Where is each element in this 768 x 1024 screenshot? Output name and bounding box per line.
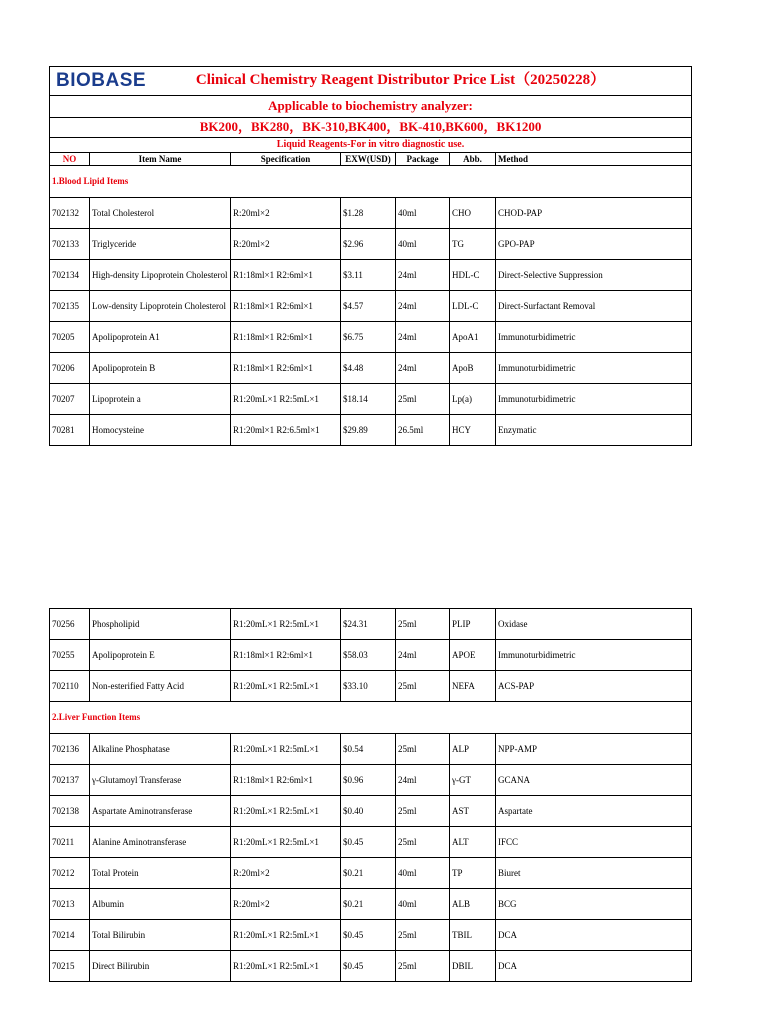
col-header-specification: Specification xyxy=(231,153,341,166)
row-abb: HCY xyxy=(450,415,496,446)
page-title: Clinical Chemistry Reagent Distributor Price List（20250228） xyxy=(195,72,606,89)
row-price: $0.45 xyxy=(341,827,396,858)
row-package: 24ml xyxy=(396,322,450,353)
row-specification: R1:20mL×1 R2:5mL×1 xyxy=(231,920,341,951)
table-body-page2-liver xyxy=(50,734,692,982)
table-row xyxy=(50,827,692,858)
row-price: $4.48 xyxy=(341,353,396,384)
row-method: DCA xyxy=(496,951,692,982)
row-price: $18.14 xyxy=(341,384,396,415)
price-table-page1 xyxy=(49,66,692,446)
row-no: 70212 xyxy=(50,858,90,889)
row-specification: R1:18ml×1 R2:6ml×1 xyxy=(231,353,341,384)
row-abb: LDL-C xyxy=(450,291,496,322)
row-abb: ApoA1 xyxy=(450,322,496,353)
row-method: ACS-PAP xyxy=(496,671,692,702)
analyzer-models: BK200，BK280，BK-310,BK400，BK-410,BK600，BK1200 xyxy=(50,118,692,138)
row-abb: ApoB xyxy=(450,353,496,384)
row-item-name: Direct Bilirubin xyxy=(90,951,231,982)
row-package: 26.5ml xyxy=(396,415,450,446)
row-package: 25ml xyxy=(396,827,450,858)
row-specification: R:20ml×2 xyxy=(231,889,341,920)
row-item-name: Alanine Aminotransferase xyxy=(90,827,231,858)
row-no: 702135 xyxy=(50,291,90,322)
row-abb: HDL-C xyxy=(450,260,496,291)
row-price: $0.21 xyxy=(341,858,396,889)
row-price: $3.11 xyxy=(341,260,396,291)
row-price: $0.40 xyxy=(341,796,396,827)
row-no: 702133 xyxy=(50,229,90,260)
table-row xyxy=(50,353,692,384)
row-method: Direct-Surfactant Removal xyxy=(496,291,692,322)
row-item-name: Albumin xyxy=(90,889,231,920)
row-no: 70213 xyxy=(50,889,90,920)
row-method: BCG xyxy=(496,889,692,920)
row-price: $0.21 xyxy=(341,889,396,920)
row-price: $33.10 xyxy=(341,671,396,702)
row-specification: R1:18ml×1 R2:6ml×1 xyxy=(231,765,341,796)
row-item-name: γ-Glutamoyl Transferase xyxy=(90,765,231,796)
row-price: $0.45 xyxy=(341,951,396,982)
row-method: Oxidase xyxy=(496,609,692,640)
row-price: $2.96 xyxy=(341,229,396,260)
row-no: 70256 xyxy=(50,609,90,640)
title-row xyxy=(50,67,692,96)
table-row xyxy=(50,858,692,889)
row-package: 40ml xyxy=(396,858,450,889)
col-header-no: NO xyxy=(50,153,90,166)
row-item-name: Alkaline Phosphatase xyxy=(90,734,231,765)
row-no: 702132 xyxy=(50,198,90,229)
table-row xyxy=(50,951,692,982)
table-row xyxy=(50,609,692,640)
row-no: 702110 xyxy=(50,671,90,702)
row-no: 70205 xyxy=(50,322,90,353)
row-specification: R:20ml×2 xyxy=(231,198,341,229)
row-specification: R1:20mL×1 R2:5mL×1 xyxy=(231,796,341,827)
row-item-name: Homocysteine xyxy=(90,415,231,446)
table-row xyxy=(50,384,692,415)
row-package: 24ml xyxy=(396,260,450,291)
row-abb: γ-GT xyxy=(450,765,496,796)
row-price: $0.96 xyxy=(341,765,396,796)
row-abb: CHO xyxy=(450,198,496,229)
row-abb: APOE xyxy=(450,640,496,671)
row-abb: TBIL xyxy=(450,920,496,951)
row-abb: NEFA xyxy=(450,671,496,702)
row-specification: R1:20mL×1 R2:5mL×1 xyxy=(231,734,341,765)
row-item-name: High-density Lipoprotein Cholesterol xyxy=(90,260,231,291)
row-no: 702136 xyxy=(50,734,90,765)
row-specification: R1:20mL×1 R2:5mL×1 xyxy=(231,951,341,982)
row-specification: R:20ml×2 xyxy=(231,858,341,889)
table-row xyxy=(50,889,692,920)
row-no: 702134 xyxy=(50,260,90,291)
row-method: Immunoturbidimetric xyxy=(496,384,692,415)
row-method: Biuret xyxy=(496,858,692,889)
row-method: CHOD-PAP xyxy=(496,198,692,229)
row-method: NPP-AMP xyxy=(496,734,692,765)
table-row xyxy=(50,765,692,796)
row-specification: R1:20ml×1 R2:6.5ml×1 xyxy=(231,415,341,446)
row-package: 24ml xyxy=(396,765,450,796)
section-blood-lipid: 1.Blood Lipid Items xyxy=(50,166,692,198)
row-abb: PLIP xyxy=(450,609,496,640)
row-item-name: Lipoprotein a xyxy=(90,384,231,415)
row-package: 40ml xyxy=(396,889,450,920)
row-package: 25ml xyxy=(396,951,450,982)
col-header-package: Package xyxy=(396,153,450,166)
table-row xyxy=(50,640,692,671)
table-row xyxy=(50,291,692,322)
row-package: 24ml xyxy=(396,353,450,384)
column-header-row xyxy=(50,153,692,166)
price-table-page2 xyxy=(49,608,692,982)
row-method: IFCC xyxy=(496,827,692,858)
row-specification: R1:18ml×1 R2:6ml×1 xyxy=(231,291,341,322)
row-abb: AST xyxy=(450,796,496,827)
row-item-name: Total Cholesterol xyxy=(90,198,231,229)
row-specification: R1:20mL×1 R2:5mL×1 xyxy=(231,827,341,858)
row-price: $0.45 xyxy=(341,920,396,951)
row-no: 70255 xyxy=(50,640,90,671)
table-row xyxy=(50,671,692,702)
col-header-abb: Abb. xyxy=(450,153,496,166)
row-price: $4.57 xyxy=(341,291,396,322)
table-row xyxy=(50,322,692,353)
row-method: Enzymatic xyxy=(496,415,692,446)
row-abb: ALB xyxy=(450,889,496,920)
row-specification: R1:18ml×1 R2:6ml×1 xyxy=(231,260,341,291)
row-package: 25ml xyxy=(396,796,450,827)
section-liver-function: 2.Liver Function Items xyxy=(50,702,692,734)
row-item-name: Apolipoprotein A1 xyxy=(90,322,231,353)
row-method: GCANA xyxy=(496,765,692,796)
row-package: 40ml xyxy=(396,198,450,229)
row-specification: R1:18ml×1 R2:6ml×1 xyxy=(231,322,341,353)
row-package: 25ml xyxy=(396,671,450,702)
row-item-name: Non-esterified Fatty Acid xyxy=(90,671,231,702)
row-item-name: Apolipoprotein B xyxy=(90,353,231,384)
row-price: $6.75 xyxy=(341,322,396,353)
row-price: $24.31 xyxy=(341,609,396,640)
row-price: $0.54 xyxy=(341,734,396,765)
row-item-name: Total Protein xyxy=(90,858,231,889)
row-specification: R1:20mL×1 R2:5mL×1 xyxy=(231,384,341,415)
row-no: 70211 xyxy=(50,827,90,858)
applicable-line: Applicable to biochemistry analyzer: xyxy=(50,96,692,118)
table-body-page1 xyxy=(50,198,692,446)
biobase-logo: BIOBASE xyxy=(56,70,147,91)
table-body-page2-lipid xyxy=(50,609,692,702)
table-row xyxy=(50,229,692,260)
table-row xyxy=(50,260,692,291)
row-item-name: Triglyceride xyxy=(90,229,231,260)
row-price: $1.28 xyxy=(341,198,396,229)
row-package: 25ml xyxy=(396,609,450,640)
row-package: 24ml xyxy=(396,640,450,671)
row-specification: R1:20mL×1 R2:5mL×1 xyxy=(231,671,341,702)
row-method: GPO-PAP xyxy=(496,229,692,260)
row-package: 24ml xyxy=(396,291,450,322)
reagents-note: Liquid Reagents-For in vitro diagnostic use. xyxy=(50,138,692,153)
row-method: Direct-Selective Suppression xyxy=(496,260,692,291)
row-method: Immunoturbidimetric xyxy=(496,640,692,671)
row-specification: R1:18ml×1 R2:6ml×1 xyxy=(231,640,341,671)
row-item-name: Total Bilirubin xyxy=(90,920,231,951)
row-package: 25ml xyxy=(396,920,450,951)
row-specification: R1:20mL×1 R2:5mL×1 xyxy=(231,609,341,640)
table-row xyxy=(50,796,692,827)
table-row xyxy=(50,198,692,229)
row-abb: TP xyxy=(450,858,496,889)
table-row xyxy=(50,415,692,446)
row-method: Immunoturbidimetric xyxy=(496,322,692,353)
row-package: 25ml xyxy=(396,734,450,765)
row-item-name: Low-density Lipoprotein Cholesterol xyxy=(90,291,231,322)
row-abb: ALT xyxy=(450,827,496,858)
row-method: DCA xyxy=(496,920,692,951)
row-no: 702138 xyxy=(50,796,90,827)
row-no: 70214 xyxy=(50,920,90,951)
row-abb: Lp(a) xyxy=(450,384,496,415)
col-header-item-name: Item Name xyxy=(90,153,231,166)
row-no: 702137 xyxy=(50,765,90,796)
row-no: 70207 xyxy=(50,384,90,415)
row-no: 70206 xyxy=(50,353,90,384)
row-abb: ALP xyxy=(450,734,496,765)
row-package: 25ml xyxy=(396,384,450,415)
row-item-name: Apolipoprotein E xyxy=(90,640,231,671)
row-abb: TG xyxy=(450,229,496,260)
row-item-name: Phospholipid xyxy=(90,609,231,640)
row-abb: DBIL xyxy=(450,951,496,982)
row-item-name: Aspartate Aminotransferase xyxy=(90,796,231,827)
table-row xyxy=(50,734,692,765)
row-no: 70215 xyxy=(50,951,90,982)
row-method: Immunoturbidimetric xyxy=(496,353,692,384)
row-specification: R:20ml×2 xyxy=(231,229,341,260)
row-package: 40ml xyxy=(396,229,450,260)
row-price: $29.89 xyxy=(341,415,396,446)
row-no: 70281 xyxy=(50,415,90,446)
col-header-method: Method xyxy=(496,153,692,166)
row-method: Aspartate xyxy=(496,796,692,827)
table-row xyxy=(50,920,692,951)
row-price: $58.03 xyxy=(341,640,396,671)
col-header-price: EXW(USD) xyxy=(341,153,396,166)
